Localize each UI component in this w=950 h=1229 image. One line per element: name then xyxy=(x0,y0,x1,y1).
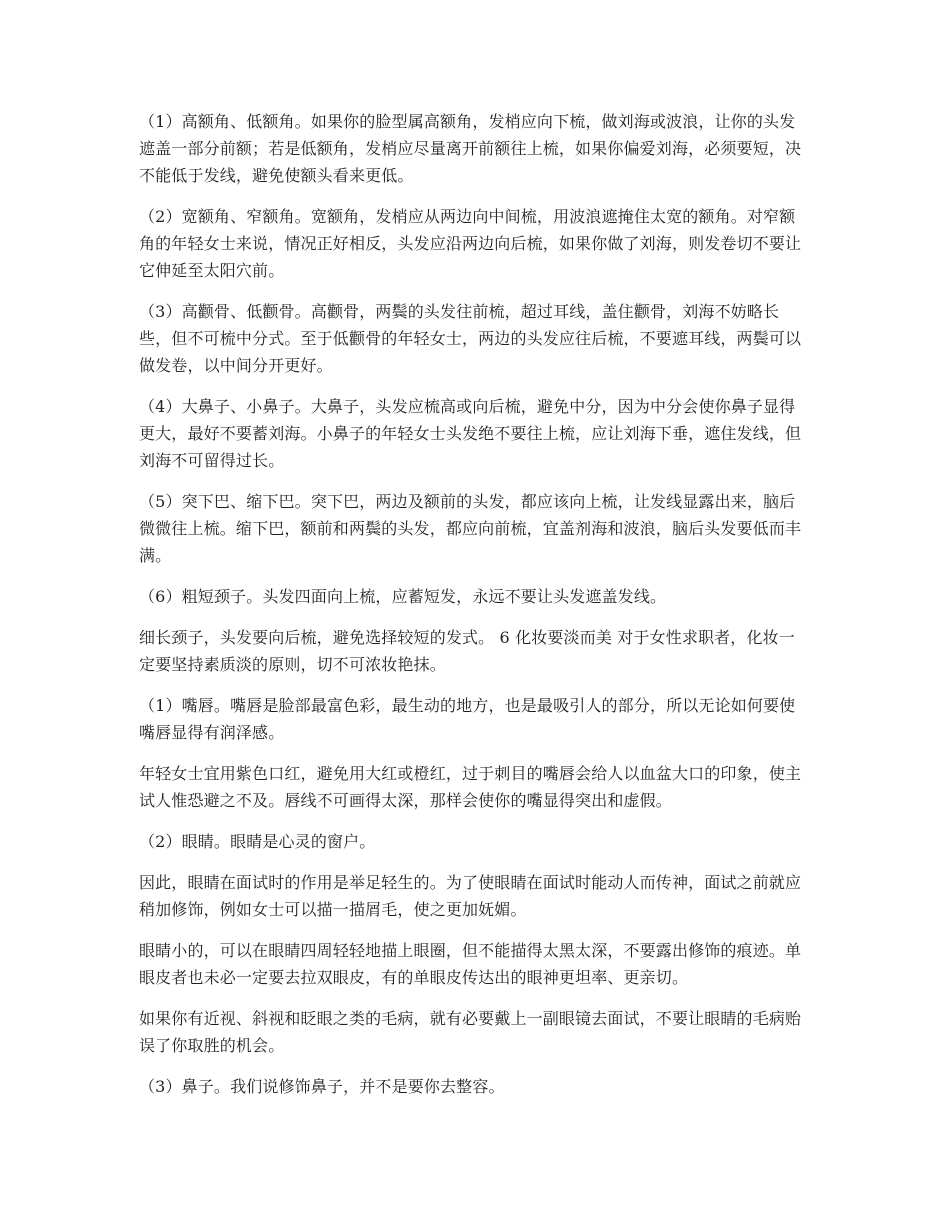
paragraph-small-eyes: 眼睛小的，可以在眼睛四周轻轻地描上眼圈，但不能描得太黑太深，不要露出修饰的痕迹。单眼皮者也未必一定要去拉双眼皮，有的单眼皮传达出的眼神更坦率、更亲切。 xyxy=(139,941,802,987)
paragraph-glasses: 如果你有近视、斜视和眨眼之类的毛病，就有必要戴上一副眼镜去面试，不要让眼睛的毛病贻误了你取胜的机会。 xyxy=(139,1009,802,1055)
paragraph-forehead: （1）高额角、低额角。如果你的脸型属高额角，发梢应向下梳，做刘海或波浪，让你的头发遮盖一部分前额；若是低额角，发梢应尽量离开前额往上梳，如果你偏爱刘海，必须要短，决不能低于发线，避免使额头看来更低。 xyxy=(139,112,802,185)
paragraph-short-neck: （6）粗短颈子。头发四面向上梳，应蓄短发，永远不要让头发遮盖发线。 xyxy=(139,587,667,606)
paragraph-long-neck-makeup: 细长颈子，头发要向后梳，避免选择较短的发式。 6 化妆要淡而美 对于女性求职者，化妆一定要坚持素质淡的原则，切不可浓妆艳抹。 xyxy=(139,628,795,674)
paragraph-cheekbone: （3）高颧骨、低颧骨。高颧骨，两鬓的头发往前梳，超过耳线，盖住颧骨，刘海不妨略长些，但不可梳中分式。至于低颧骨的年轻女士，两边的头发应往后梳，不要遮耳线，两鬓可以做发卷，以中间分开更好。 xyxy=(139,302,802,375)
paragraph-eyes: （2）眼睛。眼睛是心灵的窗户。 xyxy=(139,832,376,851)
paragraph-eyes-importance: 因此，眼睛在面试时的作用是举足轻生的。为了使眼睛在面试时能动人而传神，面试之前就应稍加修饰，例如女士可以描一描屑毛，使之更加妩媚。 xyxy=(139,873,802,919)
paragraph-lipstick: 年轻女士宜用紫色口红，避免用大红或橙红，过于刺目的嘴唇会给人以血盆大口的印象，使主试人惟恐避之不及。唇线不可画得太深，那样会使你的嘴显得突出和虚假。 xyxy=(139,764,802,810)
paragraph-nose-makeup: （3）鼻子。我们说修饰鼻子，并不是要你去整容。 xyxy=(139,1077,505,1096)
paragraph-forehead-width: （2）宽额角、窄额角。宽额角，发梢应从两边向中间梳，用波浪遮掩住太宽的额角。对窄额角的年轻女士来说，情况正好相反，头发应沿两边向后梳，如果你做了刘海，则发卷切不要让它伸延至太阳穴前。 xyxy=(139,207,802,280)
paragraph-lips: （1）嘴唇。嘴唇是脸部最富色彩，最生动的地方，也是最吸引人的部分，所以无论如何要使嘴唇显得有润泽感。 xyxy=(139,696,796,742)
document-body xyxy=(139,108,811,1114)
paragraph-nose-hair: （4）大鼻子、小鼻子。大鼻子，头发应梳高或向后梳，避免中分，因为中分会使你鼻子显得更大，最好不要蓄刘海。小鼻子的年轻女士头发绝不要往上梳，应让刘海下垂，遮住发线，但刘海不可留得过长。 xyxy=(139,397,802,470)
paragraph-chin: （5）突下巴、缩下巴。突下巴，两边及额前的头发，都应该向上梳，让发线显露出来，脑后微微往上梳。缩下巴，额前和两鬓的头发，都应向前梳，宜盖剂海和波浪，脑后头发要低而丰满。 xyxy=(139,492,802,565)
